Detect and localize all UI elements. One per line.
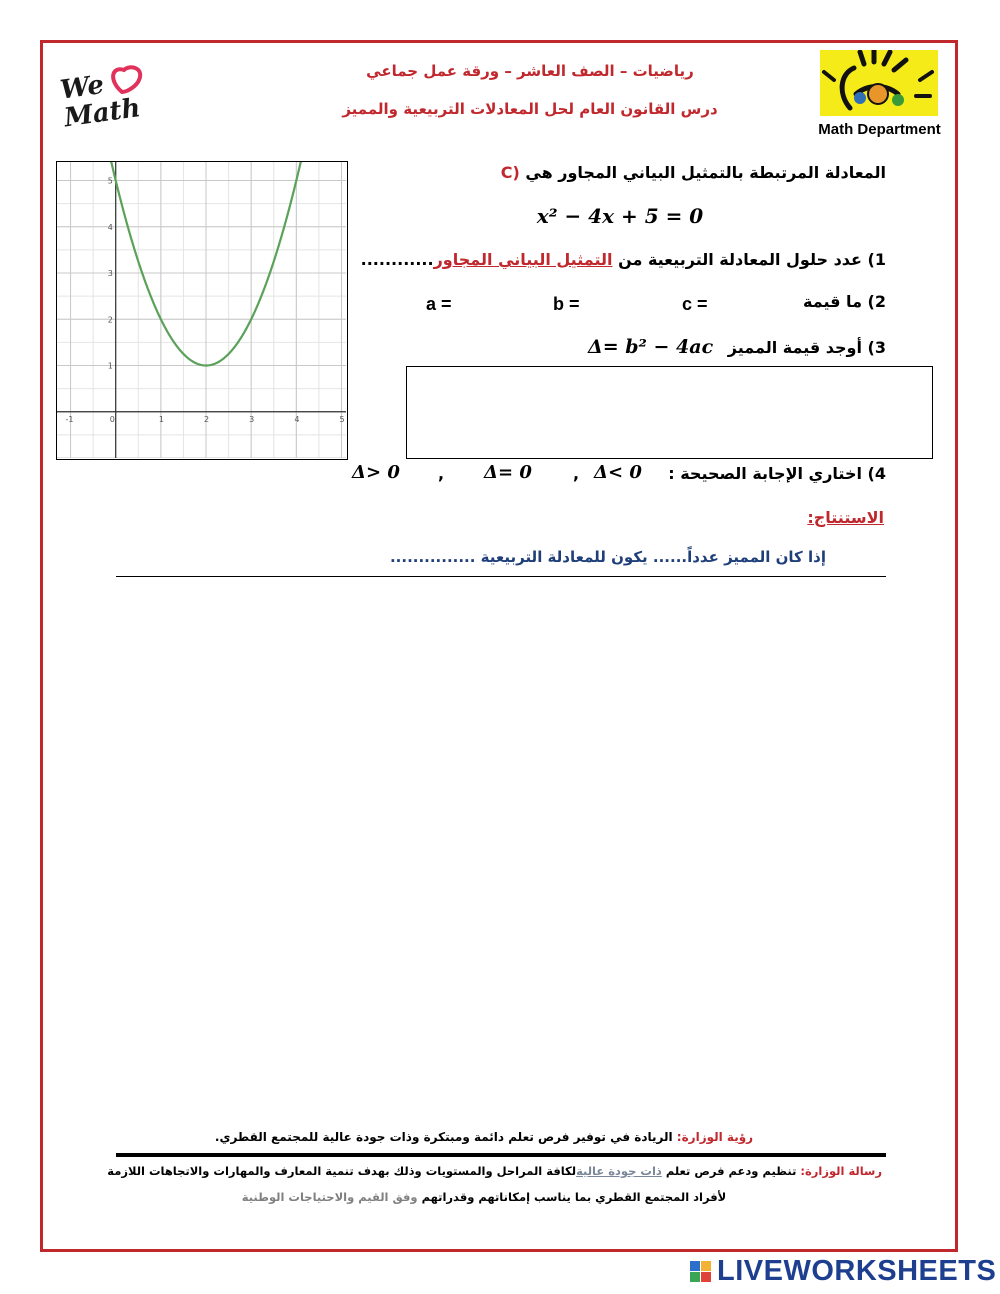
- conclusion-divider: [116, 576, 886, 577]
- y-tick-label: 1: [107, 361, 113, 371]
- department-label: Math Department: [818, 121, 941, 138]
- we-math-logo-text: We Math: [58, 69, 143, 134]
- parabola-graph: [56, 161, 348, 460]
- y-tick-label: 5: [107, 176, 113, 186]
- mission-part1: تنظيم ودعم فرص تعلم: [665, 1164, 797, 1178]
- x-tick-label: 3: [249, 414, 255, 424]
- liveworksheets-brand[interactable]: [690, 1256, 996, 1286]
- option-less-than-zero[interactable]: Δ< 0: [594, 462, 642, 483]
- q2-a-blank: a =: [426, 294, 452, 314]
- graph-canvas: [57, 162, 346, 458]
- mission-label: رسالة الوزارة:: [800, 1164, 882, 1178]
- section-letter: C): [500, 163, 520, 182]
- y-tick-label: 2: [107, 315, 113, 325]
- q1-graph-link: التمثيل البياني المجاور: [433, 250, 613, 269]
- lesson-title: درس القانون العام لحل المعادلات التربيعية والمميز: [342, 100, 718, 118]
- discriminant-formula: Δ= b² − 4ac: [588, 336, 714, 358]
- mission-highlight: ذات جودة عالية: [576, 1164, 662, 1178]
- department-logo: [820, 50, 938, 116]
- y-tick-label: 4: [107, 222, 113, 232]
- question-1: [360, 250, 886, 269]
- vision-text: الريادة في توفير فرص تعلم دائمة ومبتكرة وذات جودة عالية للمجتمع القطري.: [214, 1130, 673, 1144]
- option-separator-2: ,: [438, 464, 445, 483]
- quadratic-equation: x² − 4x + 5 = 0: [536, 204, 704, 228]
- x-tick-label: 1: [158, 414, 164, 424]
- ministry-mission-line2: [200, 1190, 768, 1204]
- section-c-heading: [420, 163, 886, 182]
- question-4-label: 4) اختاري الإجابة الصحيحة :: [668, 464, 886, 483]
- y-tick-label: 3: [107, 269, 113, 278]
- x-tick-label: 0: [109, 414, 115, 424]
- x-tick-label: 2: [204, 414, 210, 424]
- footer-divider: [116, 1153, 886, 1157]
- conclusion-text: إذا كان المميز عدداً...... يكون للمعادلة التربيعية ...............: [389, 548, 826, 566]
- conclusion-title: الاستنتاج:: [807, 508, 884, 527]
- x-tick-label: 5: [339, 414, 345, 424]
- x-tick-label: 4: [294, 414, 300, 424]
- mission-line2-a: لأفراد المجتمع القطري بما يناسب إمكاناتهم وقدراتهم: [421, 1190, 727, 1204]
- mission-part2: لكافة المراحل والمستويات وذلك بهدف تنمية المعارف والمهارات والاتجاهات اللازمة: [107, 1164, 577, 1178]
- option-separator-1: ,: [573, 464, 580, 483]
- q1-blank: ............: [360, 250, 434, 269]
- handprint-icon: [820, 50, 938, 116]
- x-tick-label: -1: [65, 414, 74, 424]
- vision-label: رؤية الوزارة:: [676, 1130, 754, 1144]
- worksheet-title: رياضيات – الصف العاشر – ورقة عمل جماعي: [366, 62, 694, 80]
- liveworksheets-wordmark: LIVEWORKSHEETS: [717, 1254, 997, 1287]
- question-3-label: 3) أوجد قيمة المميز: [727, 338, 886, 357]
- section-heading-text: المعادلة المرتبطة بالتمثيل البياني المجاور هي: [525, 163, 886, 182]
- q2-b-blank: b =: [553, 294, 580, 314]
- option-equal-zero[interactable]: Δ= 0: [484, 462, 532, 483]
- option-greater-than-zero[interactable]: Δ> 0: [352, 462, 400, 483]
- mission-line2-b: وفق القيم والاحتياجات الوطنية: [241, 1190, 418, 1204]
- liveworksheets-logo-icon: [690, 1261, 711, 1282]
- ministry-vision: [200, 1130, 768, 1144]
- q2-c-blank: c =: [682, 294, 708, 314]
- ministry-mission-line1: [107, 1164, 882, 1178]
- discriminant-answer-box[interactable]: [406, 366, 933, 459]
- question-2-label: 2) ما قيمة: [803, 292, 886, 311]
- we-math-logo: [60, 62, 160, 134]
- q1-text: 1) عدد حلول المعادلة التربيعية من: [618, 250, 886, 269]
